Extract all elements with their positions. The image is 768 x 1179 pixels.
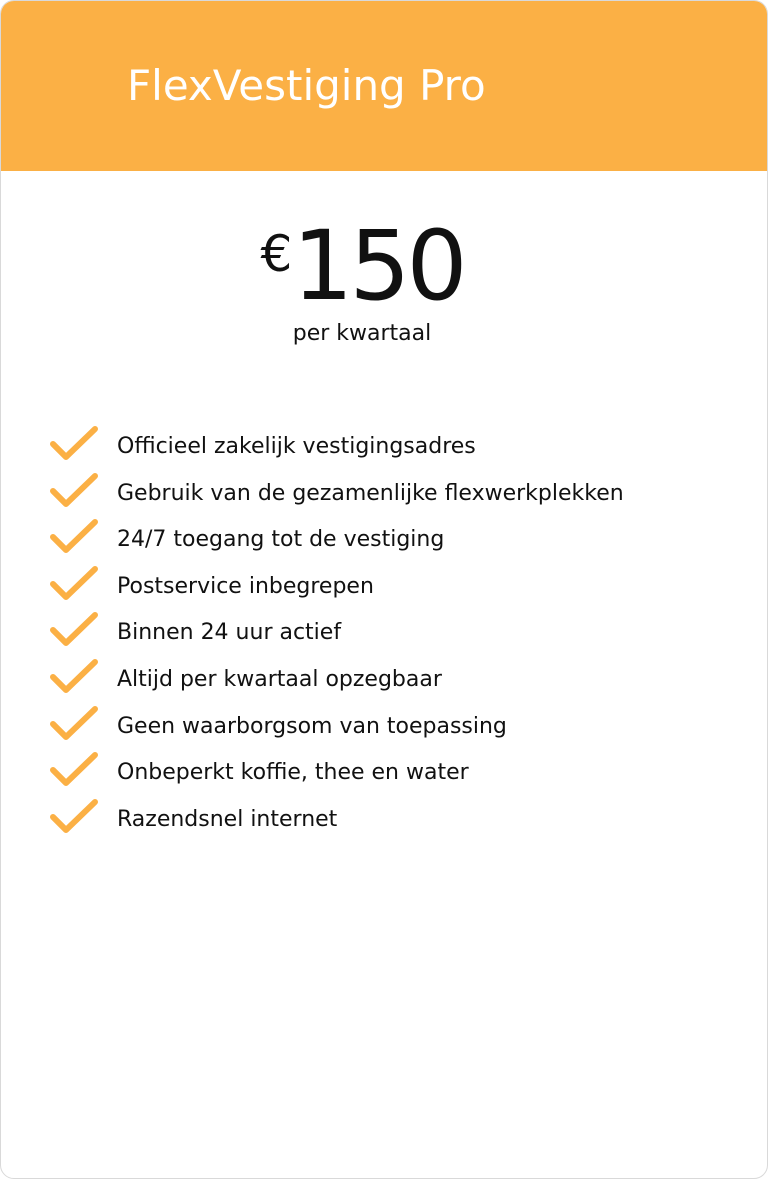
feature-label: Officieel zakelijk vestigingsadres	[117, 434, 476, 459]
price-amount: 150	[292, 210, 464, 322]
feature-label: Binnen 24 uur actief	[117, 620, 342, 646]
feature-item	[49, 565, 624, 612]
feature-label: Geen waarborgsom van toepassing	[117, 713, 507, 739]
plan-title: FlexVestiging Pro	[127, 61, 486, 110]
feature-item	[49, 425, 624, 472]
feature-item	[49, 472, 624, 519]
check-icon	[49, 751, 99, 791]
check-icon	[49, 798, 99, 838]
feature-item	[49, 518, 624, 565]
feature-label: Gebruik van de gezamenlijke flexwerkplekken	[117, 480, 624, 506]
feature-item	[49, 611, 624, 658]
check-icon	[49, 425, 99, 465]
feature-label: Altijd per kwartaal opzegbaar	[117, 666, 442, 692]
check-icon	[49, 565, 99, 605]
feature-label: Onbeperkt koffie, thee en water	[117, 760, 469, 786]
check-icon	[49, 611, 99, 651]
feature-item	[49, 658, 624, 705]
check-icon	[49, 518, 99, 558]
feature-label: 24/7 toegang tot de vestiging	[117, 527, 445, 553]
check-icon	[49, 658, 99, 698]
price-period: per kwartaal	[292, 321, 432, 346]
feature-label: Razendsnel internet	[117, 806, 338, 832]
check-icon	[49, 705, 99, 745]
price-currency: €	[260, 225, 293, 283]
price-block	[1, 211, 767, 321]
feature-item	[49, 798, 624, 845]
check-icon	[49, 472, 99, 512]
feature-label: Postservice inbegrepen	[117, 573, 374, 599]
feature-list	[49, 425, 624, 844]
card-header	[1, 1, 767, 171]
price-row	[260, 211, 463, 321]
feature-item	[49, 705, 624, 752]
feature-item	[49, 751, 624, 798]
